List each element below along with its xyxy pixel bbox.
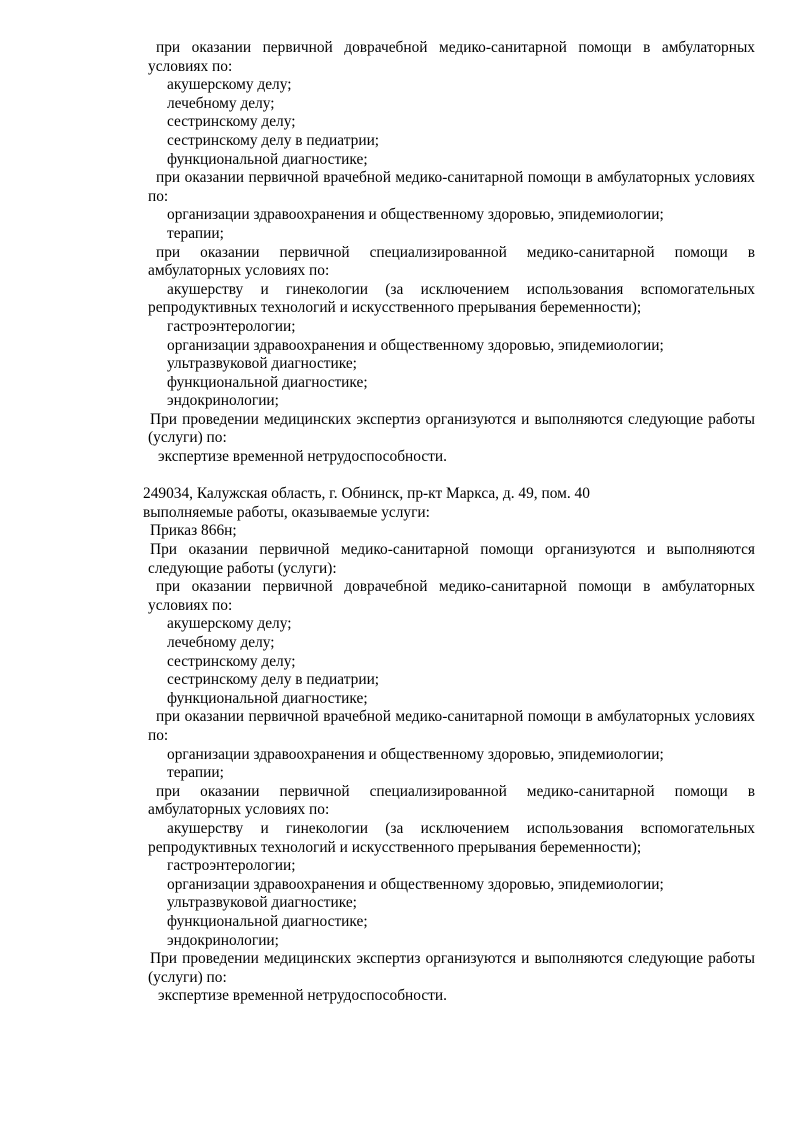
- service-item: сестринскому делу в педиатрии;: [167, 671, 380, 689]
- service-item: организации здравоохранения и общественному здоровью, эпидемиологии;: [167, 336, 664, 354]
- service-item: сестринскому делу;: [167, 652, 296, 670]
- service-item: эндокринологии;: [167, 392, 279, 410]
- service-subheading: при оказании первичной врачебной медико-санитарной помощи в амбулаторных условиях по:: [148, 708, 755, 744]
- service-item: функциональной диагностике;: [167, 150, 368, 168]
- service-item: гастроэнтерологии;: [167, 857, 296, 875]
- order-reference: Приказ 866н;: [150, 522, 237, 540]
- service-item: ультразвуковой диагностике;: [167, 894, 357, 912]
- service-item: функциональной диагностике;: [167, 373, 368, 391]
- service-item: организации здравоохранения и общественному здоровью, эпидемиологии;: [167, 875, 664, 893]
- service-item: функциональной диагностике;: [167, 912, 368, 930]
- service-subheading: при оказании первичной доврачебной медико-санитарной помощи в амбулаторных условиях по:: [148, 39, 755, 75]
- service-item: организации здравоохранения и общественному здоровью, эпидемиологии;: [167, 206, 664, 224]
- license-block-1: [0, 39, 794, 467]
- address: 249034, Калужская область, г. Обнинск, пр-кт Маркса, д. 49, пом. 40: [143, 485, 590, 503]
- service-item: организации здравоохранения и общественному здоровью, эпидемиологии;: [167, 745, 664, 763]
- service-item: сестринскому делу;: [167, 113, 296, 131]
- service-item: лечебному делу;: [167, 94, 275, 112]
- works-label: выполняемые работы, оказываемые услуги:: [143, 503, 430, 521]
- service-subheading: при оказании первичной врачебной медико-санитарной помощи в амбулаторных условиях по:: [148, 169, 755, 205]
- service-item: ультразвуковой диагностике;: [167, 355, 357, 373]
- service-item: функциональной диагностике;: [167, 689, 368, 707]
- service-item: лечебному делу;: [167, 634, 275, 651]
- service-item: акушерскому делу;: [167, 76, 292, 94]
- document-page: [0, 39, 794, 1006]
- spacer: [0, 467, 794, 486]
- expertise-heading: При проведении медицинских экспертиз организуются и выполняются следующие работы (услуги) по:: [148, 410, 755, 447]
- service-subheading: при оказании первичной доврачебной медико-санитарной помощи в амбулаторных условиях по:: [148, 578, 755, 614]
- expertise-item: экспертизе временной нетрудоспособности.: [158, 987, 447, 1005]
- service-item: акушерству и гинекологии (за исключением использования вспомогательных репродуктивных технологий и искусственного прерывания беременности);: [148, 819, 755, 856]
- expertise-heading: При проведении медицинских экспертиз организуются и выполняются следующие работы (услуги) по:: [148, 950, 755, 986]
- service-item: эндокринологии;: [167, 931, 279, 949]
- license-block-2: [0, 485, 794, 1006]
- service-item: акушерскому делу;: [167, 615, 292, 633]
- service-item: гастроэнтерологии;: [167, 317, 296, 335]
- service-item: сестринскому делу в педиатрии;: [167, 131, 380, 149]
- primary-care-heading: При оказании первичной медико-санитарной помощи организуются и выполняются следующие работы (услуги):: [148, 541, 755, 577]
- service-item: терапии;: [167, 764, 224, 782]
- service-subheading: при оказании первичной специализированной медико-санитарной помощи в амбулаторных условиях по:: [148, 243, 755, 280]
- service-item: акушерству и гинекологии (за исключением использования вспомогательных репродуктивных технологий и искусственного прерывания беременности);: [148, 280, 755, 317]
- service-item: терапии;: [167, 224, 224, 242]
- service-subheading: при оказании первичной специализированной медико-санитарной помощи в амбулаторных условиях по:: [148, 782, 755, 819]
- expertise-item: экспертизе временной нетрудоспособности.: [158, 448, 447, 466]
